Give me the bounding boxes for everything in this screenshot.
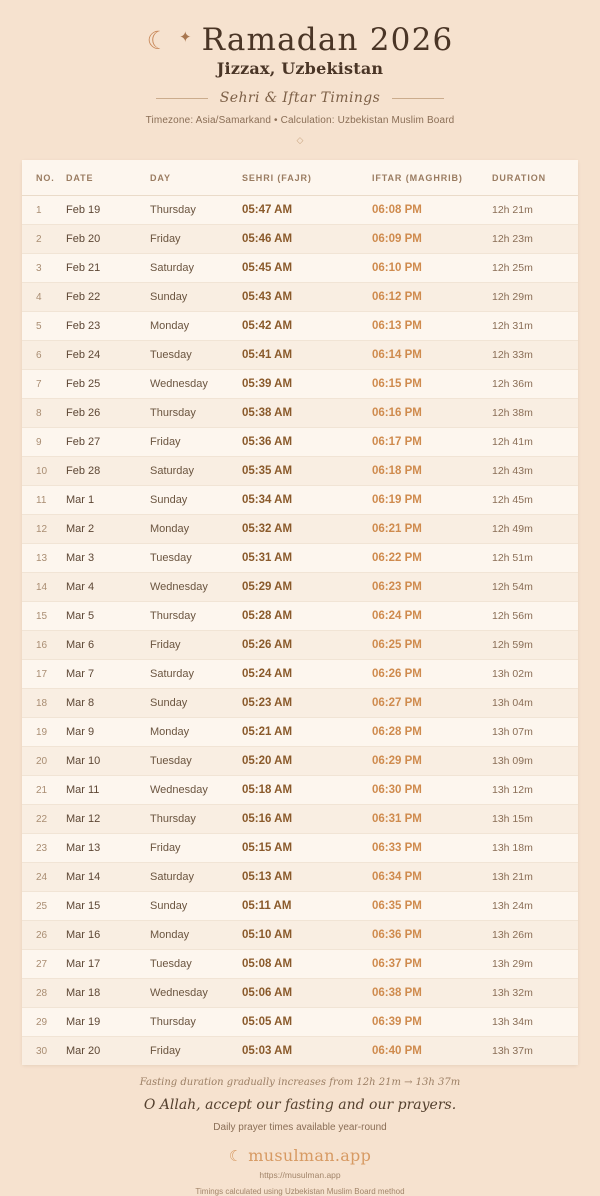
column-header-day: DAY bbox=[150, 160, 242, 196]
row-date: Feb 28 bbox=[66, 457, 150, 486]
row-date: Mar 10 bbox=[66, 747, 150, 776]
row-duration: 12h 43m bbox=[492, 457, 578, 486]
section-label-row bbox=[0, 90, 600, 106]
brand-name[interactable]: musulman.app bbox=[248, 1146, 372, 1165]
row-sehri-time: 05:31 AM bbox=[242, 544, 372, 573]
table-row bbox=[22, 921, 578, 950]
row-sehri-time: 05:06 AM bbox=[242, 979, 372, 1008]
brand-row[interactable] bbox=[0, 1146, 600, 1165]
row-no: 19 bbox=[22, 718, 66, 747]
row-duration: 12h 51m bbox=[492, 544, 578, 573]
row-duration: 12h 31m bbox=[492, 312, 578, 341]
row-duration: 13h 04m bbox=[492, 689, 578, 718]
row-no: 23 bbox=[22, 834, 66, 863]
row-sehri-time: 05:24 AM bbox=[242, 660, 372, 689]
row-sehri-time: 05:36 AM bbox=[242, 428, 372, 457]
row-duration: 12h 33m bbox=[492, 341, 578, 370]
row-duration: 12h 41m bbox=[492, 428, 578, 457]
row-date: Mar 16 bbox=[66, 921, 150, 950]
table-row bbox=[22, 1008, 578, 1037]
row-date: Feb 20 bbox=[66, 225, 150, 254]
row-duration: 13h 12m bbox=[492, 776, 578, 805]
row-no: 4 bbox=[22, 283, 66, 312]
column-header-iftar: IFTAR (MAGHRIB) bbox=[372, 160, 492, 196]
row-duration: 13h 07m bbox=[492, 718, 578, 747]
row-no: 22 bbox=[22, 805, 66, 834]
table-row bbox=[22, 631, 578, 660]
row-date: Mar 2 bbox=[66, 515, 150, 544]
row-day: Tuesday bbox=[150, 950, 242, 979]
row-day: Friday bbox=[150, 1037, 242, 1066]
row-iftar-time: 06:28 PM bbox=[372, 718, 492, 747]
row-date: Feb 19 bbox=[66, 196, 150, 225]
table-row bbox=[22, 805, 578, 834]
row-sehri-time: 05:16 AM bbox=[242, 805, 372, 834]
row-date: Mar 8 bbox=[66, 689, 150, 718]
row-no: 13 bbox=[22, 544, 66, 573]
row-no: 30 bbox=[22, 1037, 66, 1066]
row-date: Mar 3 bbox=[66, 544, 150, 573]
row-day: Friday bbox=[150, 631, 242, 660]
table-body bbox=[22, 196, 578, 1066]
table-row bbox=[22, 979, 578, 1008]
page-header bbox=[0, 0, 600, 146]
row-day: Wednesday bbox=[150, 776, 242, 805]
row-iftar-time: 06:15 PM bbox=[372, 370, 492, 399]
row-no: 12 bbox=[22, 515, 66, 544]
row-no: 7 bbox=[22, 370, 66, 399]
row-date: Feb 25 bbox=[66, 370, 150, 399]
row-date: Mar 19 bbox=[66, 1008, 150, 1037]
row-day: Monday bbox=[150, 312, 242, 341]
row-iftar-time: 06:17 PM bbox=[372, 428, 492, 457]
table-row bbox=[22, 196, 578, 225]
location-subtitle: Jizzax, Uzbekistan bbox=[216, 59, 384, 78]
table-header-row bbox=[22, 160, 578, 196]
table-row bbox=[22, 544, 578, 573]
column-header-duration: DURATION bbox=[492, 160, 578, 196]
row-date: Feb 21 bbox=[66, 254, 150, 283]
row-sehri-time: 05:21 AM bbox=[242, 718, 372, 747]
row-iftar-time: 06:36 PM bbox=[372, 921, 492, 950]
row-date: Mar 18 bbox=[66, 979, 150, 1008]
table-row bbox=[22, 312, 578, 341]
row-no: 2 bbox=[22, 225, 66, 254]
row-day: Sunday bbox=[150, 486, 242, 515]
row-duration: 12h 36m bbox=[492, 370, 578, 399]
row-no: 20 bbox=[22, 747, 66, 776]
row-duration: 12h 38m bbox=[492, 399, 578, 428]
row-iftar-time: 06:25 PM bbox=[372, 631, 492, 660]
row-day: Friday bbox=[150, 834, 242, 863]
row-iftar-time: 06:13 PM bbox=[372, 312, 492, 341]
table-header bbox=[22, 160, 578, 196]
row-duration: 13h 37m bbox=[492, 1037, 578, 1066]
row-iftar-time: 06:12 PM bbox=[372, 283, 492, 312]
row-sehri-time: 05:41 AM bbox=[242, 341, 372, 370]
row-day: Friday bbox=[150, 225, 242, 254]
brand-url[interactable]: https://musulman.app bbox=[259, 1170, 341, 1180]
table-row bbox=[22, 660, 578, 689]
column-header-sehri: SEHRI (FAJR) bbox=[242, 160, 372, 196]
row-duration: 13h 32m bbox=[492, 979, 578, 1008]
row-day: Saturday bbox=[150, 457, 242, 486]
table-row bbox=[22, 399, 578, 428]
row-no: 18 bbox=[22, 689, 66, 718]
row-date: Mar 20 bbox=[66, 1037, 150, 1066]
row-sehri-time: 05:46 AM bbox=[242, 225, 372, 254]
timezone-calculation-meta: Timezone: Asia/Samarkand • Calculation: Uzbekistan Muslim Board bbox=[145, 115, 455, 126]
row-iftar-time: 06:30 PM bbox=[372, 776, 492, 805]
row-sehri-time: 05:10 AM bbox=[242, 921, 372, 950]
row-no: 16 bbox=[22, 631, 66, 660]
row-duration: 13h 21m bbox=[492, 863, 578, 892]
row-no: 8 bbox=[22, 399, 66, 428]
row-duration: 13h 29m bbox=[492, 950, 578, 979]
row-date: Mar 9 bbox=[66, 718, 150, 747]
row-no: 26 bbox=[22, 921, 66, 950]
row-day: Monday bbox=[150, 515, 242, 544]
table-row bbox=[22, 950, 578, 979]
row-iftar-time: 06:18 PM bbox=[372, 457, 492, 486]
duration-note: Fasting duration gradually increases from 12h 21m → 13h 37m bbox=[139, 1077, 461, 1088]
row-iftar-time: 06:31 PM bbox=[372, 805, 492, 834]
row-duration: 12h 29m bbox=[492, 283, 578, 312]
table-row bbox=[22, 370, 578, 399]
column-header-no: NO. bbox=[22, 160, 66, 196]
row-sehri-time: 05:28 AM bbox=[242, 602, 372, 631]
row-duration: 12h 54m bbox=[492, 573, 578, 602]
row-duration: 13h 26m bbox=[492, 921, 578, 950]
row-sehri-time: 05:08 AM bbox=[242, 950, 372, 979]
table-row bbox=[22, 834, 578, 863]
row-iftar-time: 06:22 PM bbox=[372, 544, 492, 573]
row-day: Friday bbox=[150, 428, 242, 457]
row-day: Thursday bbox=[150, 805, 242, 834]
row-iftar-time: 06:34 PM bbox=[372, 863, 492, 892]
page-footer bbox=[0, 1065, 600, 1196]
row-duration: 13h 15m bbox=[492, 805, 578, 834]
row-no: 27 bbox=[22, 950, 66, 979]
row-day: Saturday bbox=[150, 863, 242, 892]
row-sehri-time: 05:20 AM bbox=[242, 747, 372, 776]
table-row bbox=[22, 486, 578, 515]
row-iftar-time: 06:27 PM bbox=[372, 689, 492, 718]
row-day: Wednesday bbox=[150, 370, 242, 399]
row-sehri-time: 05:05 AM bbox=[242, 1008, 372, 1037]
row-date: Mar 1 bbox=[66, 486, 150, 515]
row-sehri-time: 05:35 AM bbox=[242, 457, 372, 486]
row-no: 5 bbox=[22, 312, 66, 341]
crescent-moon-icon: ☾ bbox=[146, 26, 169, 55]
row-iftar-time: 06:37 PM bbox=[372, 950, 492, 979]
row-day: Saturday bbox=[150, 660, 242, 689]
star-icon: ✦ bbox=[178, 28, 192, 46]
row-duration: 12h 25m bbox=[492, 254, 578, 283]
row-day: Thursday bbox=[150, 1008, 242, 1037]
table-row bbox=[22, 718, 578, 747]
row-no: 3 bbox=[22, 254, 66, 283]
row-no: 24 bbox=[22, 863, 66, 892]
row-duration: 12h 59m bbox=[492, 631, 578, 660]
row-duration: 12h 45m bbox=[492, 486, 578, 515]
row-no: 17 bbox=[22, 660, 66, 689]
row-sehri-time: 05:23 AM bbox=[242, 689, 372, 718]
row-day: Tuesday bbox=[150, 747, 242, 776]
row-duration: 13h 24m bbox=[492, 892, 578, 921]
row-date: Feb 22 bbox=[66, 283, 150, 312]
row-sehri-time: 05:03 AM bbox=[242, 1037, 372, 1066]
row-day: Thursday bbox=[150, 602, 242, 631]
row-iftar-time: 06:35 PM bbox=[372, 892, 492, 921]
row-day: Thursday bbox=[150, 196, 242, 225]
row-sehri-time: 05:29 AM bbox=[242, 573, 372, 602]
row-sehri-time: 05:45 AM bbox=[242, 254, 372, 283]
row-iftar-time: 06:23 PM bbox=[372, 573, 492, 602]
row-day: Thursday bbox=[150, 399, 242, 428]
row-duration: 12h 21m bbox=[492, 196, 578, 225]
row-date: Feb 23 bbox=[66, 312, 150, 341]
row-no: 1 bbox=[22, 196, 66, 225]
divider-right bbox=[392, 98, 444, 99]
row-sehri-time: 05:11 AM bbox=[242, 892, 372, 921]
row-no: 9 bbox=[22, 428, 66, 457]
row-sehri-time: 05:47 AM bbox=[242, 196, 372, 225]
row-duration: 13h 02m bbox=[492, 660, 578, 689]
table-row bbox=[22, 341, 578, 370]
row-iftar-time: 06:24 PM bbox=[372, 602, 492, 631]
row-sehri-time: 05:39 AM bbox=[242, 370, 372, 399]
row-no: 11 bbox=[22, 486, 66, 515]
row-duration: 13h 18m bbox=[492, 834, 578, 863]
row-date: Mar 13 bbox=[66, 834, 150, 863]
diamond-ornament-icon: ◇ bbox=[296, 135, 304, 145]
row-iftar-time: 06:08 PM bbox=[372, 196, 492, 225]
table-row bbox=[22, 863, 578, 892]
row-sehri-time: 05:15 AM bbox=[242, 834, 372, 863]
row-duration: 12h 23m bbox=[492, 225, 578, 254]
row-iftar-time: 06:38 PM bbox=[372, 979, 492, 1008]
row-no: 14 bbox=[22, 573, 66, 602]
brand-crescent-moon-icon: ☾ bbox=[228, 1148, 243, 1165]
table-row bbox=[22, 892, 578, 921]
availability-note: Daily prayer times available year-round bbox=[213, 1122, 387, 1133]
row-iftar-time: 06:39 PM bbox=[372, 1008, 492, 1037]
row-day: Monday bbox=[150, 921, 242, 950]
row-iftar-time: 06:26 PM bbox=[372, 660, 492, 689]
row-sehri-time: 05:32 AM bbox=[242, 515, 372, 544]
calculation-method-note: Timings calculated using Uzbekistan Muslim Board method bbox=[195, 1187, 405, 1196]
table-row bbox=[22, 254, 578, 283]
table-row bbox=[22, 573, 578, 602]
row-date: Mar 5 bbox=[66, 602, 150, 631]
row-day: Sunday bbox=[150, 689, 242, 718]
row-date: Feb 27 bbox=[66, 428, 150, 457]
row-iftar-time: 06:09 PM bbox=[372, 225, 492, 254]
row-date: Mar 7 bbox=[66, 660, 150, 689]
table-row bbox=[22, 747, 578, 776]
table-row bbox=[22, 776, 578, 805]
row-duration: 13h 34m bbox=[492, 1008, 578, 1037]
row-iftar-time: 06:40 PM bbox=[372, 1037, 492, 1066]
row-day: Monday bbox=[150, 718, 242, 747]
timings-table bbox=[22, 160, 578, 1065]
row-duration: 12h 49m bbox=[492, 515, 578, 544]
row-no: 15 bbox=[22, 602, 66, 631]
table-row bbox=[22, 1037, 578, 1066]
row-date: Mar 15 bbox=[66, 892, 150, 921]
row-no: 28 bbox=[22, 979, 66, 1008]
row-date: Mar 11 bbox=[66, 776, 150, 805]
row-iftar-time: 06:16 PM bbox=[372, 399, 492, 428]
row-sehri-time: 05:18 AM bbox=[242, 776, 372, 805]
row-iftar-time: 06:14 PM bbox=[372, 341, 492, 370]
row-date: Mar 4 bbox=[66, 573, 150, 602]
table-row bbox=[22, 283, 578, 312]
row-iftar-time: 06:10 PM bbox=[372, 254, 492, 283]
row-date: Mar 12 bbox=[66, 805, 150, 834]
row-date: Mar 17 bbox=[66, 950, 150, 979]
row-duration: 12h 56m bbox=[492, 602, 578, 631]
row-day: Tuesday bbox=[150, 341, 242, 370]
row-date: Mar 6 bbox=[66, 631, 150, 660]
row-day: Sunday bbox=[150, 283, 242, 312]
row-day: Sunday bbox=[150, 892, 242, 921]
row-iftar-time: 06:21 PM bbox=[372, 515, 492, 544]
row-date: Mar 14 bbox=[66, 863, 150, 892]
title-row bbox=[0, 22, 600, 58]
row-date: Feb 24 bbox=[66, 341, 150, 370]
table-row bbox=[22, 515, 578, 544]
table-row bbox=[22, 689, 578, 718]
row-duration: 13h 09m bbox=[492, 747, 578, 776]
row-no: 25 bbox=[22, 892, 66, 921]
row-day: Wednesday bbox=[150, 573, 242, 602]
row-sehri-time: 05:38 AM bbox=[242, 399, 372, 428]
row-sehri-time: 05:43 AM bbox=[242, 283, 372, 312]
row-sehri-time: 05:26 AM bbox=[242, 631, 372, 660]
column-header-date: DATE bbox=[66, 160, 150, 196]
row-sehri-time: 05:34 AM bbox=[242, 486, 372, 515]
table-row bbox=[22, 602, 578, 631]
row-day: Wednesday bbox=[150, 979, 242, 1008]
row-iftar-time: 06:19 PM bbox=[372, 486, 492, 515]
section-label: Sehri & Iftar Timings bbox=[219, 90, 381, 106]
table-row bbox=[22, 457, 578, 486]
divider-left bbox=[156, 98, 208, 99]
dua-text: O Allah, accept our fasting and our prayers. bbox=[143, 1097, 457, 1113]
timings-table-card bbox=[22, 160, 578, 1065]
row-no: 6 bbox=[22, 341, 66, 370]
page-title: Ramadan 2026 bbox=[201, 22, 454, 58]
table-row bbox=[22, 225, 578, 254]
table-row bbox=[22, 428, 578, 457]
row-no: 21 bbox=[22, 776, 66, 805]
row-no: 10 bbox=[22, 457, 66, 486]
row-iftar-time: 06:29 PM bbox=[372, 747, 492, 776]
row-day: Saturday bbox=[150, 254, 242, 283]
row-date: Feb 26 bbox=[66, 399, 150, 428]
row-day: Tuesday bbox=[150, 544, 242, 573]
row-iftar-time: 06:33 PM bbox=[372, 834, 492, 863]
row-sehri-time: 05:42 AM bbox=[242, 312, 372, 341]
row-no: 29 bbox=[22, 1008, 66, 1037]
row-sehri-time: 05:13 AM bbox=[242, 863, 372, 892]
